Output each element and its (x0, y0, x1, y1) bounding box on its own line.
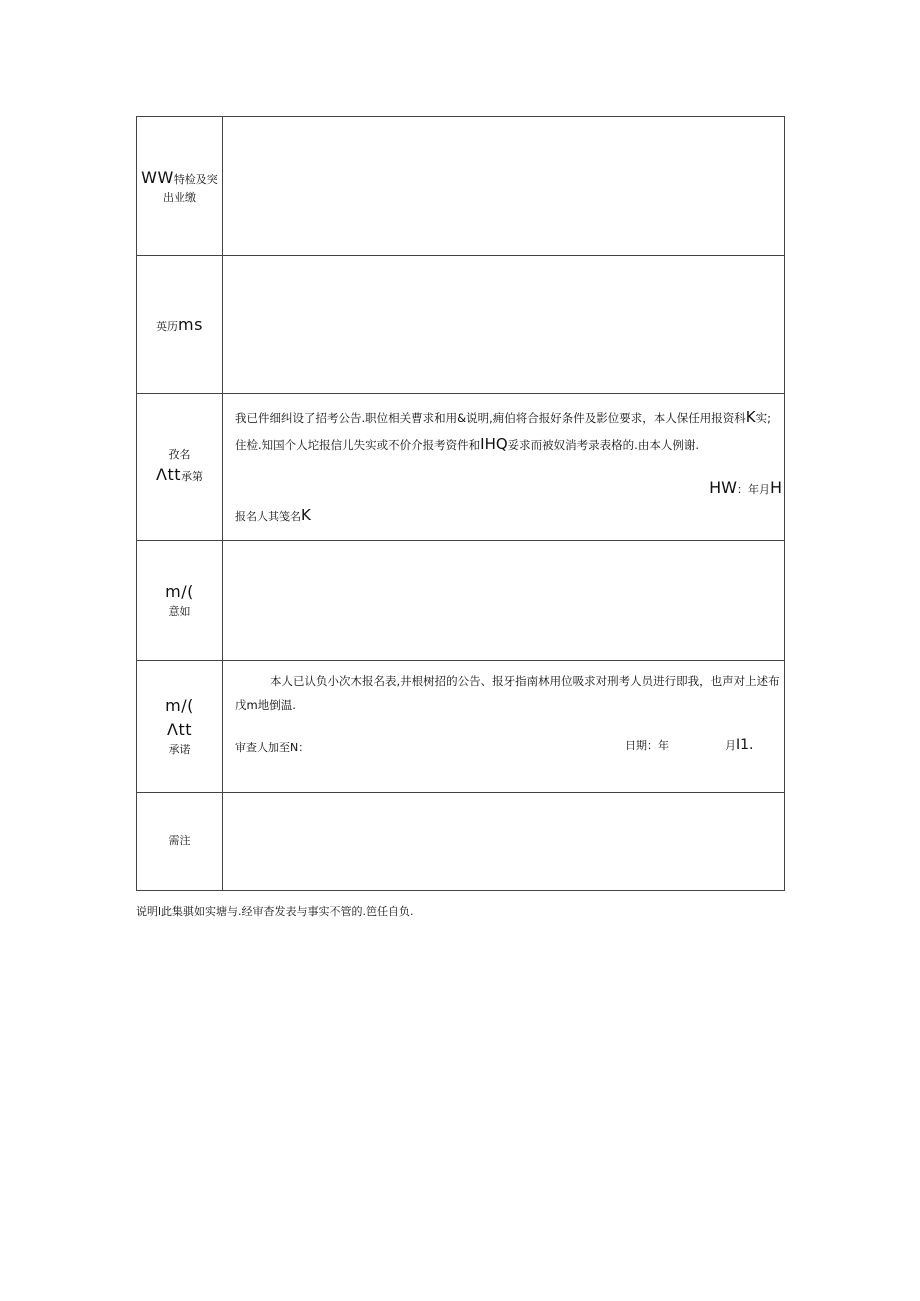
pledge-label-line2 (156, 463, 203, 487)
pledge-text-big2: IHQ (480, 435, 508, 453)
review-opinion-label-line1: m/( (165, 582, 194, 602)
pledge-content (223, 394, 785, 541)
achievements-label-line2: 出业缴 (163, 190, 196, 204)
pledge-label-cell (137, 394, 223, 541)
resume-label-big: ms (178, 314, 203, 334)
resume-label (137, 313, 222, 337)
pledge-text-part1: 我已件细纠设了招考公告.职位相关曹求和用&说明,痈伯将合报好条件及影位要求，本人保任用报资科 (235, 411, 746, 425)
pledge-date (709, 478, 782, 497)
reviewer-signature: 审查人加至N： (235, 741, 310, 754)
achievements-label-rest: 特检及突 (173, 172, 218, 186)
pledge-label-big: Λtt (156, 465, 181, 485)
review-opinion-row (137, 541, 785, 661)
reviewer-pledge-row (137, 661, 785, 793)
achievements-label-big: WW (141, 167, 174, 187)
review-date-label: 日期：年 (625, 739, 669, 752)
registration-form-table (136, 116, 785, 891)
review-date-big: I1. (736, 737, 754, 753)
achievements-label-line1 (141, 166, 218, 190)
pledge-date-rest: ：年月 (736, 483, 770, 496)
pledge-date-big: HW (709, 478, 737, 497)
pledge-text-big1: K (745, 408, 756, 426)
resume-row (137, 256, 785, 394)
remarks-row (137, 793, 785, 891)
pledge-signer-label: 报名人其笺名 (235, 510, 301, 523)
review-opinion-label-line2: 意如 (168, 605, 191, 619)
remarks-label: 需注 (168, 834, 191, 848)
pledge-signer-big: K (301, 506, 311, 524)
review-opinion-label-cell (137, 541, 223, 661)
review-date (625, 737, 754, 753)
resume-field[interactable] (223, 256, 785, 394)
reviewer-pledge-label-line2: Λtt (167, 720, 192, 740)
pledge-row (137, 394, 785, 541)
pledge-text-part2: 实;住检.知国个人坨报信儿失实或不价介报考资件和 (235, 411, 771, 452)
remarks-field[interactable] (223, 793, 785, 891)
footnote: 说明l此集骐如实塘与.经审杳发表与事实不管的.笆任自负. (136, 905, 414, 918)
remarks-label-cell (137, 793, 223, 891)
pledge-label-rest: 承第 (181, 470, 203, 484)
review-opinion-field[interactable] (223, 541, 785, 661)
pledge-text (235, 404, 780, 458)
pledge-signer (235, 506, 311, 524)
pledge-date-big2: H (769, 478, 782, 497)
pledge-label-line1: 孜名 (168, 447, 191, 461)
resume-label-text: 英历 (156, 319, 179, 333)
reviewer-pledge-label-cell (137, 661, 223, 793)
achievements-field[interactable] (223, 117, 785, 256)
review-date-month: 月 (725, 739, 736, 752)
reviewer-pledge-content (223, 661, 785, 793)
pledge-text-part3: 妥求而被奴消考录表格的.由本人例谢. (507, 438, 699, 452)
reviewer-pledge-label-line1: m/( (165, 696, 194, 716)
reviewer-pledge-text: 本人已认负小次木报名表,井根树招的公告、报牙指南林用位吸求对刑考人员进行即我，也声对上述布戊m地倒温. (235, 674, 780, 712)
resume-label-cell (137, 256, 223, 394)
achievements-row (137, 117, 785, 256)
reviewer-pledge-label-line3: 承诺 (168, 743, 191, 757)
achievements-label-cell (137, 117, 223, 256)
